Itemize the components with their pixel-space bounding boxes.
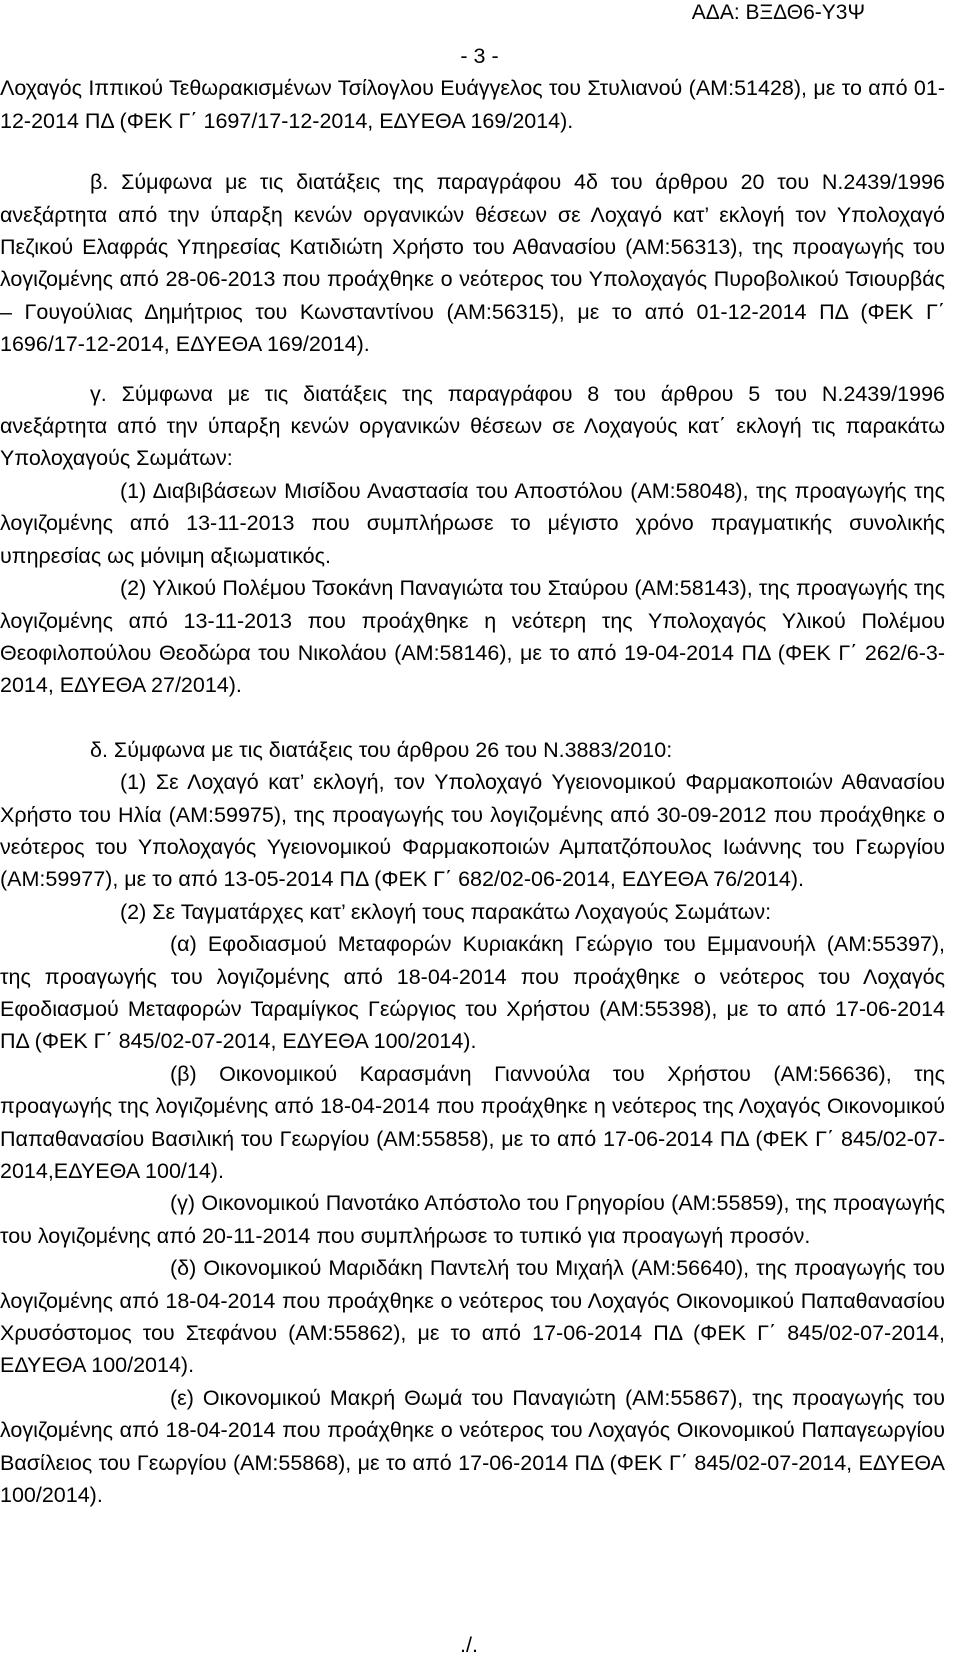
end-mark: ./.: [460, 1633, 478, 1657]
paragraph-item-g: γ. Σύμφωνα με τις διατάξεις της παραγράφου 8 του άρθρου 5 του Ν.2439/1996 ανεξάρτητα από την ύπαρξη κενών οργανικών θέσεων σε Λοχαγούς κατ΄ εκλογή τις παρακάτω Υπολοχαγούς Σωμάτων:: [0, 381, 945, 471]
paragraph-item-g-2: (2) Υλικού Πολέμου Τσοκάνη Παναγιώτα του Σταύρου (ΑΜ:58143), της προαγωγής της λογιζομένης από 13-11-2013 που προάχθηκε η νεότερη της Υπολοχαγός Υλικού Πολέμου Θεοφιλοπούλου Θεοδώρα του Νικολάου (ΑΜ:58146), με το από 19-04-2014 ΠΔ (ΦΕΚ Γ΄ 262/6-3-2014, ΕΔΥΕΘΑ 27/2014).: [0, 576, 945, 698]
document-body: [0, 40, 945, 1511]
paragraph-item-d-2-d: (δ) Οικονομικού Μαριδάκη Παντελή του Μιχαήλ (ΑΜ:56640), της προαγωγής του λογιζομένης από 18-04-2014 που προάχθηκε ο νεότερος του Λοχαγός Οικονομικού Παπαθανασίου Χρυσόστομος του Στεφάνου (ΑΜ:55862), με το από 17-06-2014 ΠΔ (ΦΕΚ Γ΄ 845/02-07-2014, ΕΔΥΕΘΑ 100/2014).: [0, 1256, 945, 1378]
ada-code: ΑΔΑ: ΒΞΔΘ6-Υ3Ψ: [691, 1, 865, 24]
paragraph-item-d-2-a: (α) Εφοδιασμού Μεταφορών Κυριακάκη Γεώργιο του Εμμανουήλ (ΑΜ:55397), της προαγωγής του λογιζομένης από 18-04-2014 που προάχθηκε ο νεότερος του Λοχαγός Εφοδιασμού Μεταφορών Ταραμίγκος Γεώργιος του Χρήστου (ΑΜ:55398), με το από 17-06-2014 ΠΔ (ΦΕΚ Γ΄ 845/02-07-2014, ΕΔΥΕΘΑ 100/2014).: [0, 932, 945, 1054]
paragraph-item-d-2-c: (γ) Οικονομικού Πανοτάκο Απόστολο του Γρηγορίου (ΑΜ:55859), της προαγωγής του λογιζομένης από 20-11-2014 που συμπλήρωσε το τυπικό για προαγωγή προσόν.: [0, 1191, 945, 1248]
paragraph-continuation: Λοχαγός Ιππικού Τεθωρακισμένων Τσίλογλου Ευάγγελος του Στυλιανού (ΑΜ:51428), με το από 01-12-2014 ΠΔ (ΦΕΚ Γ΄ 1697/17-12-2014, ΕΔΥΕΘΑ 169/2014).: [0, 76, 945, 133]
paragraph-item-d-2-e: (ε) Οικονομικού Μακρή Θωμά του Παναγιώτη (ΑΜ:55867), της προαγωγής του λογιζομένης από 18-04-2014 που προάχθηκε ο νεότερος του Λοχαγός Οικονομικού Παπαγεωργίου Βασίλειος του Γεωργίου (ΑΜ:55868), με το από 17-06-2014 ΠΔ (ΦΕΚ Γ΄ 845/02-07-2014, ΕΔΥΕΘΑ 100/2014).: [0, 1385, 945, 1508]
paragraph-item-d: δ. Σύμφωνα με τις διατάξεις του άρθρου 26 του Ν.3883/2010:: [90, 737, 673, 762]
paragraph-item-d-2: (2) Σε Ταγματάρχες κατ’ εκλογή τους παρακάτω Λοχαγούς Σωμάτων:: [120, 899, 772, 924]
paragraph-item-b: β. Σύμφωνα με τις διατάξεις της παραγράφου 4δ του άρθρου 20 του Ν.2439/1996 ανεξάρτητα από την ύπαρξη κενών οργανικών θέσεων σε Λοχαγό κατ’ εκλογή τον Υπολοχαγό Πεζικού Ελαφράς Υπηρεσίας Κατιδιώτη Χρήστο του Αθανασίου (ΑΜ:56313), της προαγωγής του λογιζομένης από 28-06-2013 που προάχθηκε ο νεότερος του Υπολοχαγός Πυροβολικού Τσιουρβάς – Γουγούλιας Δημήτριος του Κωνσταντίνου (ΑΜ:56315), με το από 01-12-2014 ΠΔ (ΦΕΚ Γ΄ 1696/17-12-2014, ΕΔΥΕΘΑ 169/2014).: [0, 170, 945, 357]
paragraph-item-g-1: (1) Διαβιβάσεων Μισίδου Αναστασία του Αποστόλου (ΑΜ:58048), της προαγωγής της λογιζομένης από 13-11-2013 που συμπλήρωσε το μέγιστο χρόνο πραγματικής συνολικής υπηρεσίας ως μόνιμη αξιωματικός.: [0, 478, 945, 568]
paragraph-item-d-1: (1) Σε Λοχαγό κατ’ εκλογή, τον Υπολοχαγό Υγειονομικού Φαρμακοποιών Αθανασίου Χρήστο του Ηλία (ΑΜ:59975), της προαγωγής του λογιζομένης από 30-09-2012 που προάχθηκε ο νεότερος του Υπολοχαγός Υγειονομικού Φαρμακοποιών Αμπατζόπουλος Ιωάννης του Γεωργίου (ΑΜ:59977), με το από 13-05-2014 ΠΔ (ΦΕΚ Γ΄ 682/02-06-2014, ΕΔΥΕΘΑ 76/2014).: [0, 770, 945, 892]
page-number: - 3 -: [460, 44, 499, 68]
paragraph-item-d-2-b: (β) Οικονομικού Καρασμάνη Γιαννούλα του Χρήστου (ΑΜ:56636), της προαγωγής της λογιζομένης από 18-04-2014 που προάχθηκε η νεότερος της Λοχαγός Οικονομικού Παπαθανασίου Βασιλική του Γεωργίου (ΑΜ:55858), με το από 17-06-2014 ΠΔ (ΦΕΚ Γ΄ 845/02-07-2014,ΕΔΥΕΘΑ 100/14).: [0, 1061, 945, 1183]
